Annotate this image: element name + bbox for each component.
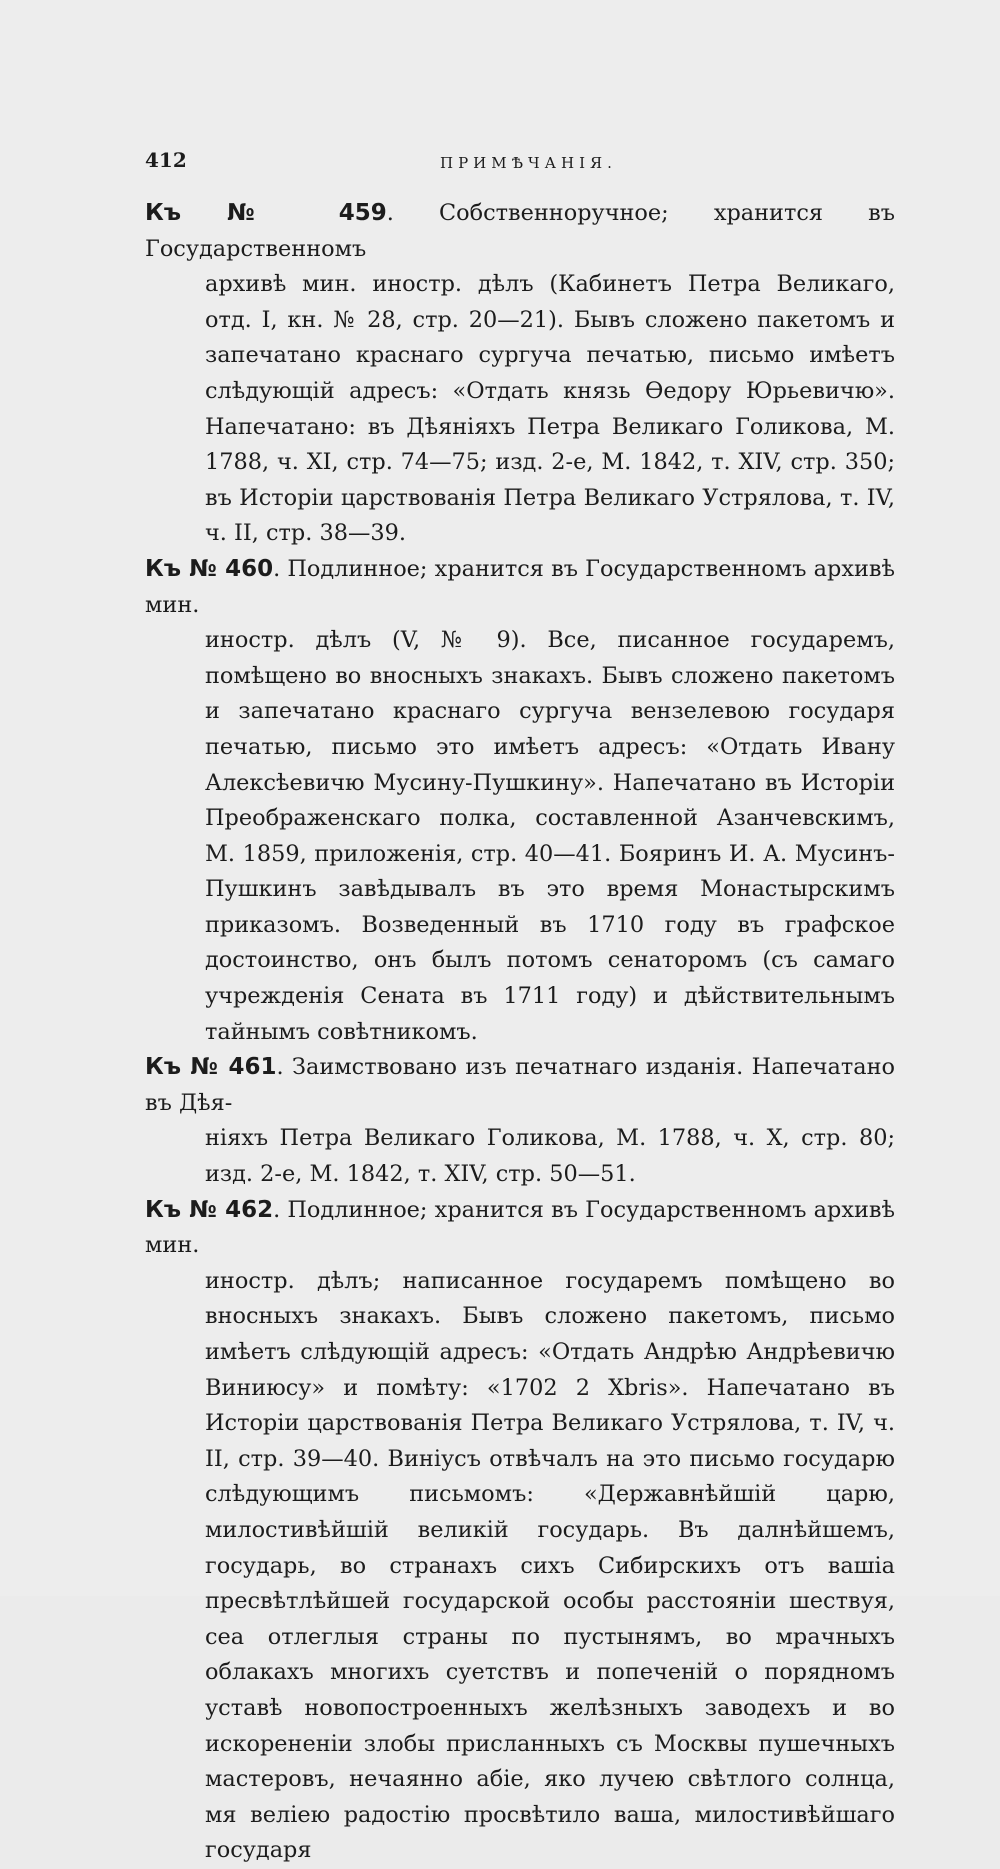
note-reference: Къ № 462 bbox=[145, 1196, 274, 1223]
note-first-line-text: . Заимствовано изъ печатнаго изданія. Напечатано въ Дѣя- bbox=[145, 1054, 896, 1116]
note-461 bbox=[145, 1050, 895, 1192]
note-body: ніяхъ Петра Великаго Голикова, М. 1788, ч. X, стр. 80; изд. 2-е, М. 1842, т. XIV, стр. 50—51. bbox=[205, 1125, 895, 1188]
note-462 bbox=[145, 1193, 895, 1869]
running-title: ПРИМѢЧАНІЯ. bbox=[440, 154, 617, 172]
page-number: 412 bbox=[145, 148, 187, 172]
note-reference: Къ № 459 bbox=[145, 200, 387, 226]
note-459 bbox=[145, 196, 895, 552]
note-body: иностр. дѣлъ; написанное государемъ помѣщено во вносныхъ знакахъ. Бывъ сложено пакетомъ, письмо имѣетъ слѣдующій адресъ: «Отдать Андрѣю Андрѣевичю Виниюсу» и помѣту: «1702 2 Xbris». Напечатано въ Исторіи царствованія Петра Великаго Устрялова, т. IV, ч. II, стр. 39—40. Виніусъ отвѣчалъ на это письмо государю слѣдующимъ письмомъ: «Державнѣйшій царю, милостивѣйшій великій государь. Въ далнѣйшемъ, государь, во странахъ сихъ Сибирскихъ отъ вашіа пресвѣтлѣйшей государской особы расстояніи шествуя, сеа отлеглыя страны по пустынямъ, во мрачныхъ облакахъ многихъ суетствъ и попеченій о порядномъ уставѣ новопостроенныхъ желѣзныхъ заводехъ и во искорененіи злобы присланныхъ съ Москвы пушечныхъ мастеровъ, нечаянно абіе, яко лучею свѣтлого солнца, мя веліею радостію просвѣтило ваша, милостивѣйшаго государя bbox=[205, 1267, 895, 1864]
note-first-line-text: . Собственноручное; хранится въ Государственномъ bbox=[145, 200, 895, 262]
running-head bbox=[145, 148, 895, 178]
note-first-line bbox=[145, 196, 895, 267]
note-first-line-text: . Подлинное; хранится въ Государственномъ архивѣ мин. bbox=[145, 555, 895, 618]
note-body: иностр. дѣлъ (V, № 9). Все, писанное государемъ, помѣщено во вносныхъ знакахъ. Бывъ сложено пакетомъ и запечатано краснаго сургуча вензелевою государя печатью, письмо это имѣетъ адресъ: «Отдать Ивану Алексѣевичю Мусину-Пушкину». Напечатано въ Исторіи Преображенскаго полка, составленной Азанчевскимъ, М. 1859, приложенія, стр. 40—41. Бояринъ И. А. Мусинъ-Пушкинъ завѣдывалъ въ это время Монастырскимъ приказомъ. Возведенный въ 1710 году въ графское достоинство, онъ былъ потомъ сенаторомъ (съ самаго учрежденія Сената въ 1711 году) и дѣйствительнымъ тайнымъ совѣтникомъ. bbox=[205, 627, 895, 1045]
note-first-line bbox=[145, 552, 895, 623]
note-first-line bbox=[145, 1193, 895, 1264]
note-first-line-text: . Подлинное; хранится въ Государственномъ архивѣ мин. bbox=[145, 1196, 895, 1259]
note-reference: Къ № 461 bbox=[145, 1054, 277, 1081]
note-body: архивѣ мин. иностр. дѣлъ (Кабинетъ Петра Великаго, отд. I, кн. № 28, стр. 20—21). Бывъ сложено пакетомъ и запечатано краснаго сургуча печатью, письмо имѣетъ слѣдующій адресъ: «Отдать князь Ѳедору Юрьевичю». Напечатано: въ Дѣяніяхъ Петра Великаго Голикова, М. 1788, ч. XI, стр. 74—75; изд. 2-е, М. 1842, т. XIV, стр. 350; въ Исторіи царствованія Петра Великаго Устрялова, т. IV, ч. II, стр. 38—39. bbox=[205, 271, 895, 547]
note-first-line bbox=[145, 1050, 895, 1121]
note-reference: Къ № 460 bbox=[145, 555, 274, 582]
notes-text-block bbox=[145, 196, 895, 1869]
note-460 bbox=[145, 552, 895, 1050]
